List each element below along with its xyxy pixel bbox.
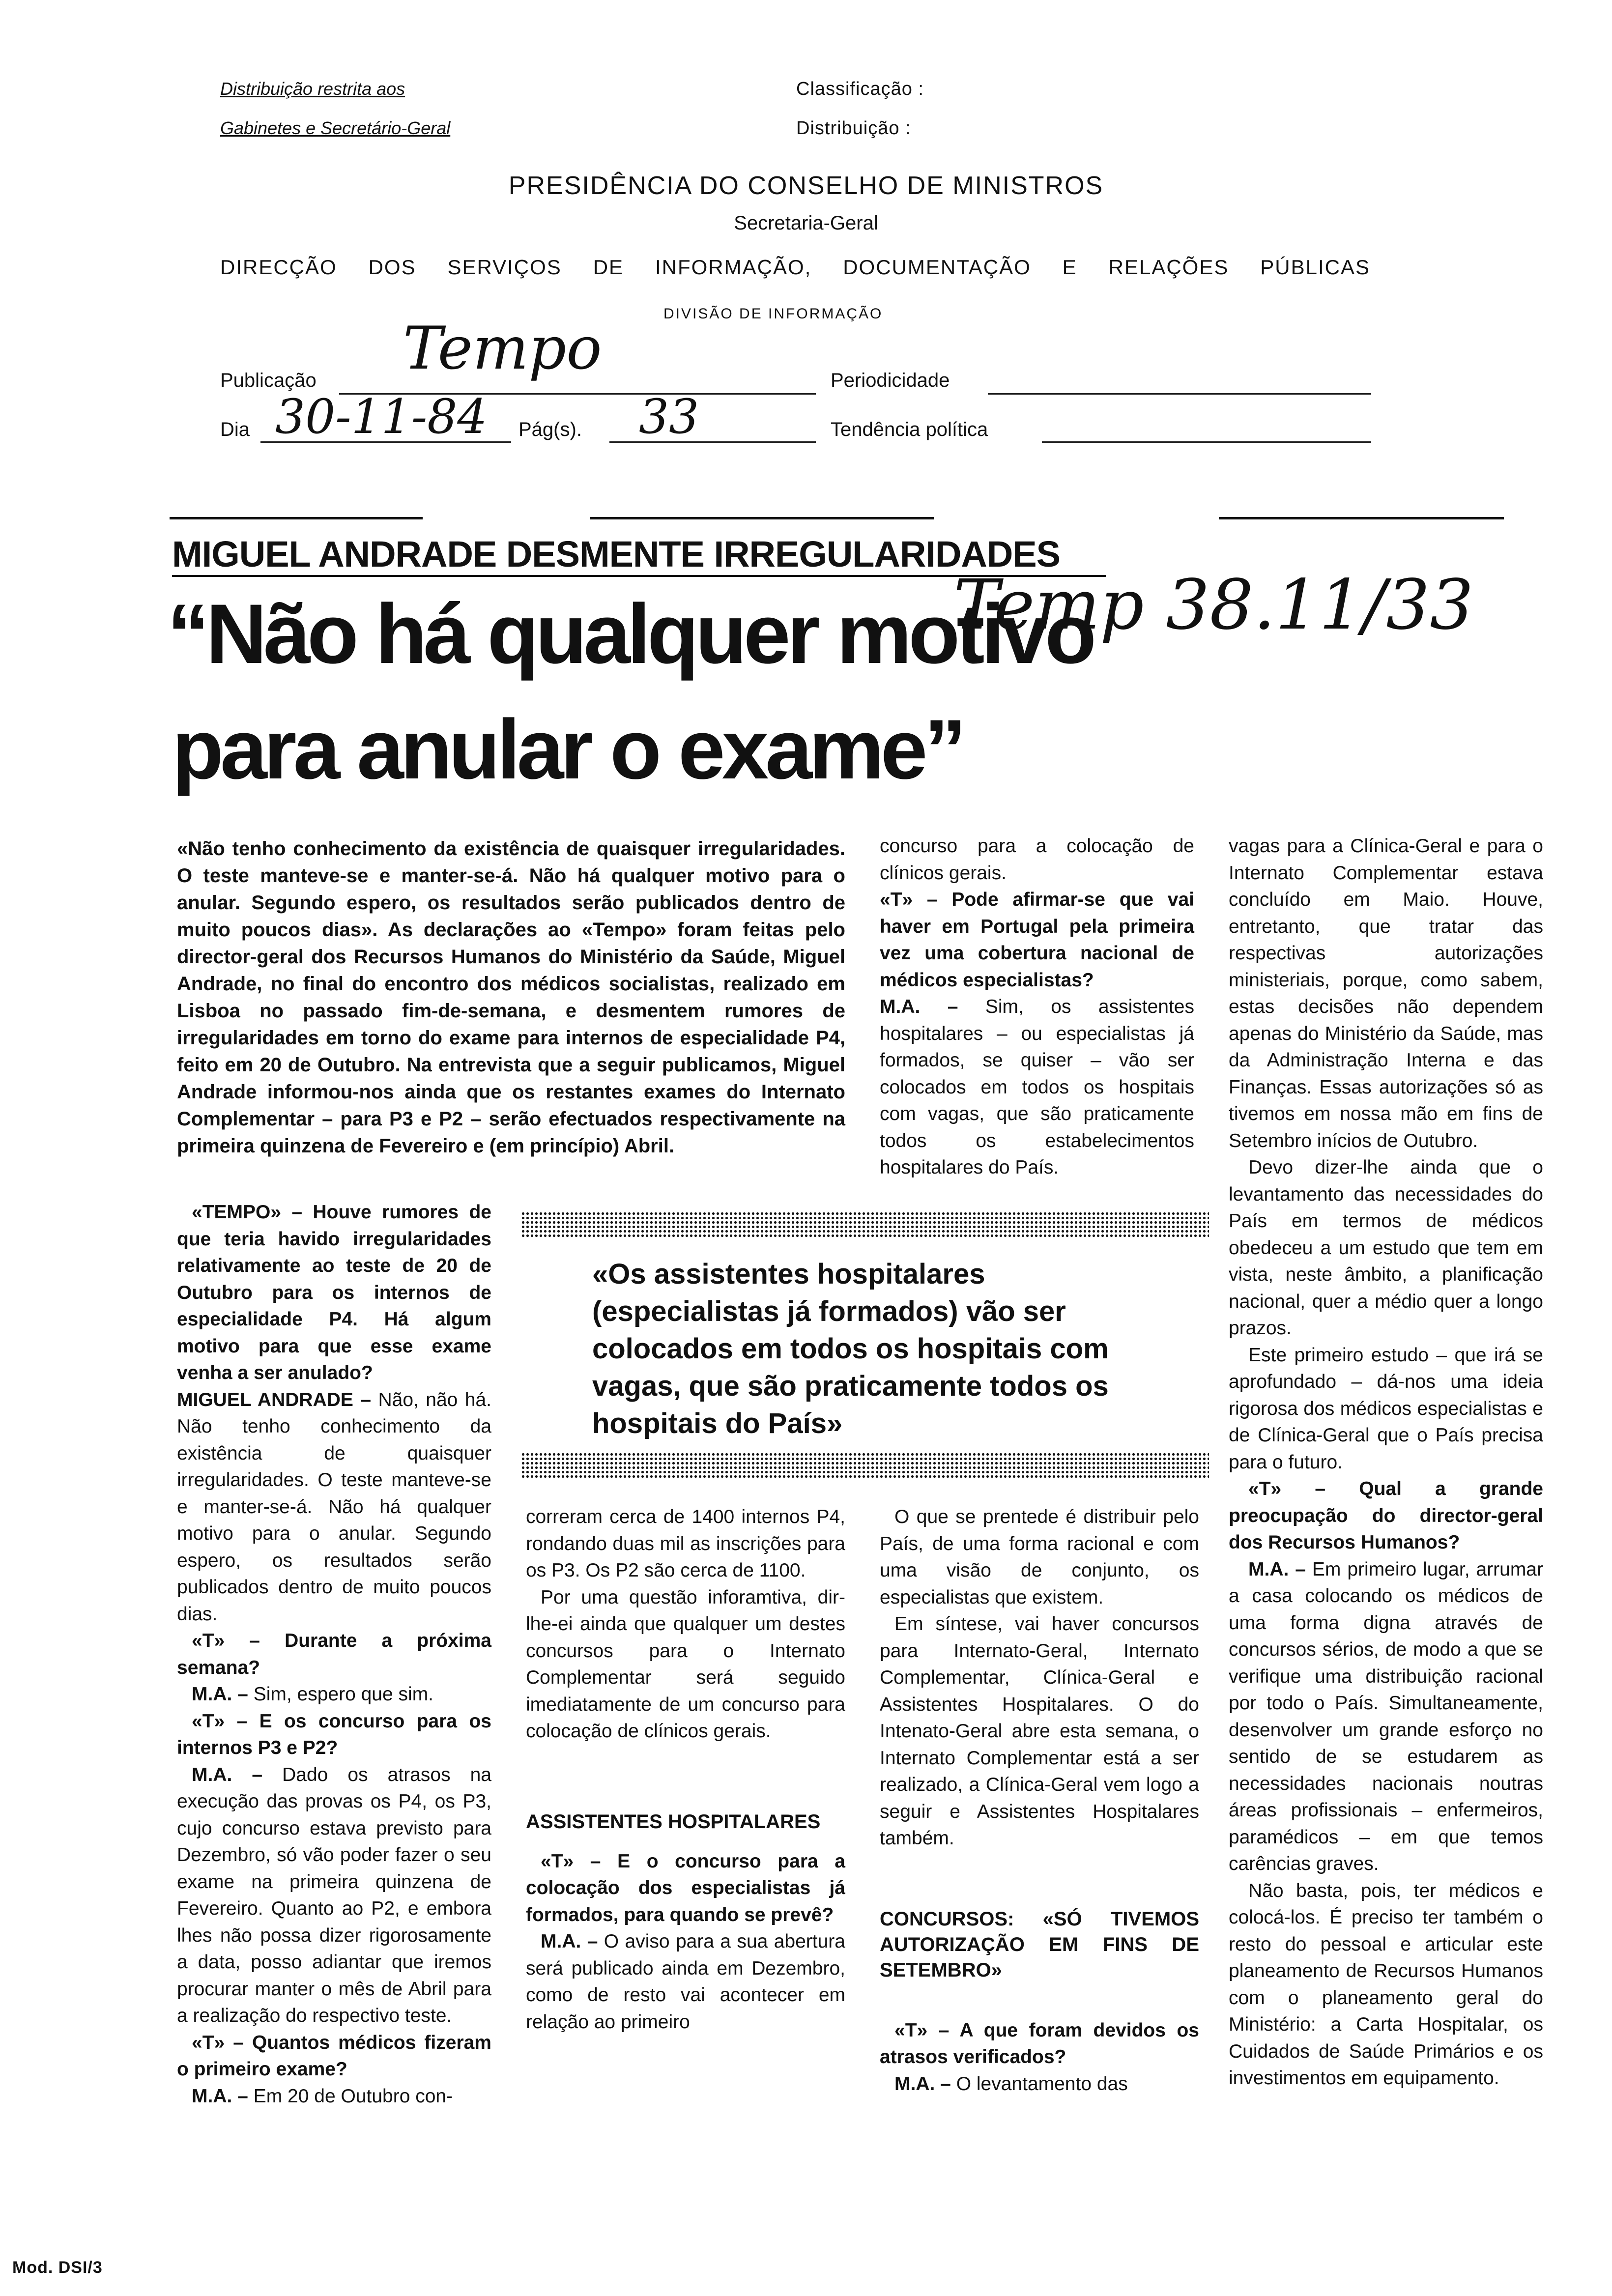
paragraph: Não basta, pois, ter médicos e colocá-los. É preciso ter também o resto do pessoal e articular este planeamento de Recursos Humanos com o planeamento geral do Ministério: a Carta Hospitalar, os Cuidados de Saúde Primários e os investimentos em equipamento. [1229,1880,1543,2089]
speaker-label: M.A. – [192,1684,248,1705]
kicker: MIGUEL ANDRADE DESMENTE IRREGULARIDADES [172,534,1060,574]
speaker-label: M.A. – [1248,1558,1306,1580]
answer-text: Em 20 de Outubro con- [253,2085,453,2107]
answer [177,2083,491,2110]
pull-quote: «Os assistentes hospitalares (especialistas já formados) vão ser colocados em todos os hospitais com vagas, que são praticamente todos os hospitais do País» [592,1258,1109,1439]
question: «T» – E o concurso para a colocação dos especialistas já formados, para quando se prevê? [526,1850,845,1925]
distribution-label: Distribuição : [796,118,911,139]
day-handwritten: 30-11-84 [275,389,488,444]
answer [177,1681,491,1708]
headline-line1: “Não há qualquer motivo [167,587,1094,681]
question: «T» – Quantos médicos fizeram o primeiro exame? [177,2032,491,2080]
handwritten-annotation: Temp 38.11/33 [953,565,1474,645]
organization-title: PRESIDÊNCIA DO CONSELHO DE MINISTROS [508,172,1104,200]
subheading: ASSISTENTES HOSPITALARES [526,1810,821,1833]
publication-handwritten: Tempo [403,315,602,383]
separator-rule-left [170,517,423,519]
answer [177,1387,491,1628]
publication-label: Publicação [220,370,317,391]
pull-quote-bottom-band [521,1452,1209,1478]
speaker-label: M.A. – [880,996,958,1017]
periodicity-label: Periodicidade [831,370,950,391]
answer-text: Não, não há. Não tenho conhecimento da existência de quaisquer irregularidades. O teste manteve-se e manter-se-á. Não há qualquer motivo para o anular. Segundo espero, os resultados serão publicados dentro de muito poucos dias. [177,1389,491,1625]
separator-rule-right [1219,517,1504,519]
paragraph: O que se prentede é distribuir pelo País, de uma forma racional e com uma visão de conjunto, os especialistas que existem. [880,1506,1199,1608]
column-2 [526,1504,845,2036]
answer-text: O levantamento das [956,2073,1128,2095]
secretariat: Secretaria-Geral [734,212,878,234]
speaker-label: M.A. – [192,2085,248,2107]
answer-text: Em primeiro lugar, arrumar a casa colocando os médicos de uma forma digna através de concursos sérios, de modo a que se verifique uma distribuição racional por todo o País. Simultaneamente, desenvolver um grande esforço no sentido de se estudarem as necessidades nacionais noutras áreas profissionais – enfermeiros, paramédicos – em que temos carências graves. [1229,1558,1543,1874]
answer-text: O aviso para a sua abertura será publicado ainda em Dezembro, como de resto vai acontecer em relação ao primeiro [526,1931,845,2033]
paragraph: concurso para a colocação de clínicos gerais. [880,835,1194,884]
separator-rule-middle [590,517,934,519]
tendency-underline [1042,441,1371,443]
speaker-label: M.A. – [894,2073,951,2095]
question: «T» – Durante a próxima semana? [177,1630,491,1678]
paragraph: Este primeiro estudo – que irá se aprofundado – dá-nos uma ideia rigorosa dos médicos especialistas e de Clínica-Geral que o País precisa para o futuro. [1229,1344,1543,1473]
answer-text: Dado os atrasos na execução das provas os P4, os P3, cujo concurso estava previsto para Dezembro, só vão poder fazer o seu exame na primeira quinzena de Fevereiro. Quanto ao P2, e embora lhes não possa dizer rigorosamente a data, posso adiantar que iremos procurar manter o mês de Abril para a realização do respectivo teste. [177,1764,491,2026]
directorate: DIRECÇÃO DOS SERVIÇOS DE INFORMAÇÃO, DOCUMENTAÇÃO E RELAÇÕES PÚBLICAS [220,256,1370,279]
paragraph: Por uma questão inforamtiva, dir-lhe-ei ainda que qualquer um destes concursos para o Internato Complementar será seguido imediatamente de um concurso para colocação de clínicos gerais. [526,1586,845,1742]
form-code: Mod. DSI/3 [12,2258,103,2277]
tendency-label: Tendência política [831,419,988,440]
column-3-bottom [880,1504,1199,2097]
classification-label: Classificação : [796,79,924,99]
question: «T» – Qual a grande preocupação do director-geral dos Recursos Humanos? [1229,1478,1543,1553]
answer [1229,1556,1543,1878]
headline-line2: para anular o exame” [172,702,963,797]
restricted-distribution-line2: Gabinetes e Secretário-Geral [220,118,451,138]
answer-text: Sim, os assistentes hospitalares – ou especialistas já formados, se quiser – vão ser colocados em todos os hospitais com vagas, que são praticamente todos os estabelecimentos hospitalares do País. [880,996,1194,1178]
pull-quote-top-band [521,1211,1209,1237]
subheading: CONCURSOS: «SÓ TIVEMOS AUTORIZAÇÃO EM FINS DE SETEMBRO» [880,1908,1199,1981]
day-label: Dia [220,419,250,440]
paragraph: correram cerca de 1400 internos P4, rondando duas mil as inscrições para os P3. Os P2 são cerca de 1100. [526,1506,845,1581]
question: «TEMPO» – Houve rumores de que teria havido irregularidades relativamente ao teste de 20 de Outubro para os internos de especialidade P4. Há algum motivo para que esse exame venha a ser anulado? [177,1202,491,1383]
paragraph: vagas para a Clínica-Geral e para o Internato Complementar estava concluído em Maio. Houve, entretanto, que tratar das respectivas autorizações ministeriais, porque, como sabem, estas decisões não dependem apenas do Ministério da Saúde, mas da Administração Interna e das Finanças. Essas autorizações só as tivemos em nossa mão em fins de Setembro inícios de Outubro. [1229,835,1543,1151]
pages-label: Pág(s). [518,419,582,440]
speaker-label: M.A. – [541,1931,598,1952]
paragraph: Devo dizer-lhe ainda que o levantamento das necessidades do País em termos de médicos obedeceu a um estudo que tem em vista, neste âmbito, a planificação nacional, quer a médio quer a longo prazos. [1229,1157,1543,1339]
pages-handwritten: 33 [639,389,699,444]
question: «T» – E os concurso para os internos P3 e P2? [177,1710,491,1758]
lead-paragraph: «Não tenho conhecimento da existência de quaisquer irregularidades. O teste manteve-se e manter-se-á. Não há qualquer motivo para o anular. Segundo espero, os resultados serão publicados dentro de muito poucos dias». As declarações ao «Tempo» foram feitas pelo director-geral dos Recursos Humanos do Ministério da Saúde, Miguel Andrade, no final do encontro dos médicos socialistas, realizado em Lisboa no passado fim-de-semana, e desmentem rumores de irregularidades em torno do exame para internos de especialidade P4, feito em 20 de Outubro. Na entrevista que a seguir publicamos, Miguel Andrade informou-nos ainda que os restantes exames do Internato Complementar – para P3 e P2 – serão efectuados respectivamente na primeira quinzena de Fevereiro e (em princípio) Abril. [177,838,845,1157]
paragraph: Em síntese, vai haver concursos para Internato-Geral, Internato Complementar, Clínica-Geral e Assistentes Hospitalares. O do Intenato-Geral abre esta semana, o Internato Complementar está a ser realizado, a Clínica-Geral vem logo a seguir e Assistentes Hospitalares também. [880,1613,1199,1849]
answer-text: Sim, espero que sim. [253,1684,434,1705]
column-4 [1229,833,1543,2092]
question: «T» – Pode afirmar-se que vai haver em Portugal pela primeira vez uma cobertura nacional de médicos especialistas? [880,889,1194,991]
column-3-top [880,833,1194,1181]
answer [880,994,1194,1181]
speaker-label: MIGUEL ANDRADE – [177,1389,372,1410]
answer [880,2071,1199,2098]
question: «T» – A que foram devidos os atrasos verificados? [880,2019,1199,2067]
periodicity-underline [988,393,1371,395]
answer [526,1928,845,2036]
answer [177,1762,491,2030]
speaker-label: M.A. – [192,1764,263,1785]
column-1 [177,1199,491,2110]
division: DIVISÃO DE INFORMAÇÃO [663,306,883,322]
restricted-distribution-line1: Distribuição restrita aos [220,79,405,99]
